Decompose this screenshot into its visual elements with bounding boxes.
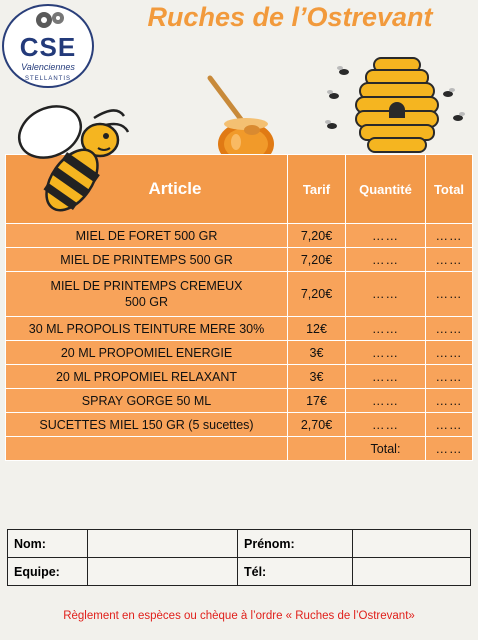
article-cell: 20 ML PROPOMIEL RELAXANT bbox=[6, 365, 288, 389]
payment-note: Règlement en espèces ou chèque à l’ordre « Ruches de l’Ostrevant» bbox=[63, 610, 415, 622]
gear-logo-icon bbox=[30, 8, 70, 30]
price-cell: 12€ bbox=[288, 317, 346, 341]
beehive-icon bbox=[320, 50, 470, 162]
price-cell: 3€ bbox=[288, 365, 346, 389]
tel-field[interactable] bbox=[353, 558, 471, 586]
article-cell: SUCETTES MIEL 150 GR (5 sucettes) bbox=[6, 413, 288, 437]
client-row bbox=[8, 558, 471, 586]
nom-label: Nom: bbox=[8, 530, 88, 558]
prenom-label: Prénom: bbox=[238, 530, 353, 558]
article-cell: 30 ML PROPOLIS TEINTURE MERE 30% bbox=[6, 317, 288, 341]
total-label: Total: bbox=[346, 437, 426, 461]
table-row bbox=[6, 317, 473, 341]
grand-total-cell[interactable]: …… bbox=[426, 437, 473, 461]
article-cell bbox=[6, 272, 288, 317]
quantity-cell[interactable]: …… bbox=[346, 272, 426, 317]
table-row bbox=[6, 272, 473, 317]
total-cell[interactable]: …… bbox=[426, 248, 473, 272]
article-cell: 20 ML PROPOMIEL ENERGIE bbox=[6, 341, 288, 365]
total-cell[interactable]: …… bbox=[426, 317, 473, 341]
table-row bbox=[6, 341, 473, 365]
price-cell: 7,20€ bbox=[288, 224, 346, 248]
empty-cell bbox=[288, 437, 346, 461]
empty-cell bbox=[6, 437, 288, 461]
price-cell: 7,20€ bbox=[288, 272, 346, 317]
table-row bbox=[6, 365, 473, 389]
total-cell[interactable]: …… bbox=[426, 389, 473, 413]
price-cell: 2,70€ bbox=[288, 413, 346, 437]
total-cell[interactable]: …… bbox=[426, 413, 473, 437]
quantity-cell[interactable]: …… bbox=[346, 413, 426, 437]
table-row bbox=[6, 413, 473, 437]
price-cell: 17€ bbox=[288, 389, 346, 413]
prenom-field[interactable] bbox=[353, 530, 471, 558]
logo-city-text: Valenciennes bbox=[21, 62, 75, 72]
total-cell[interactable]: …… bbox=[426, 272, 473, 317]
quantity-cell[interactable]: …… bbox=[346, 224, 426, 248]
price-cell: 3€ bbox=[288, 341, 346, 365]
client-info-table bbox=[7, 529, 471, 586]
page-title: Ruches de l’Ostrevant bbox=[147, 2, 433, 32]
total-row bbox=[6, 437, 473, 461]
equipe-field[interactable] bbox=[88, 558, 238, 586]
table-row bbox=[6, 248, 473, 272]
quantity-cell[interactable]: …… bbox=[346, 341, 426, 365]
article-line-2: 500 GR bbox=[124, 295, 169, 309]
header-article: Article bbox=[6, 155, 288, 224]
total-cell[interactable]: …… bbox=[426, 365, 473, 389]
header-quantity: Quantité bbox=[346, 155, 426, 224]
equipe-label: Equipe: bbox=[8, 558, 88, 586]
header-total: Total bbox=[426, 155, 473, 224]
tel-label: Tél: bbox=[238, 558, 353, 586]
cse-logo bbox=[2, 4, 94, 88]
client-row bbox=[8, 530, 471, 558]
article-cell: MIEL DE FORET 500 GR bbox=[6, 224, 288, 248]
logo-cse-text: CSE bbox=[19, 32, 77, 62]
table-row bbox=[6, 224, 473, 248]
quantity-cell[interactable]: …… bbox=[346, 248, 426, 272]
quantity-cell[interactable]: …… bbox=[346, 389, 426, 413]
nom-field[interactable] bbox=[88, 530, 238, 558]
quantity-cell[interactable]: …… bbox=[346, 365, 426, 389]
table-row bbox=[6, 389, 473, 413]
total-cell[interactable]: …… bbox=[426, 341, 473, 365]
logo-brand-text: STELLANTIS bbox=[24, 76, 71, 82]
article-line-1: MIEL DE PRINTEMPS CREMEUX bbox=[50, 279, 243, 293]
price-cell: 7,20€ bbox=[288, 248, 346, 272]
header-price: Tarif bbox=[288, 155, 346, 224]
article-cell: SPRAY GORGE 50 ML bbox=[6, 389, 288, 413]
article-cell: MIEL DE PRINTEMPS 500 GR bbox=[6, 248, 288, 272]
bee-icon bbox=[14, 98, 134, 220]
quantity-cell[interactable]: …… bbox=[346, 317, 426, 341]
total-cell[interactable]: …… bbox=[426, 224, 473, 248]
